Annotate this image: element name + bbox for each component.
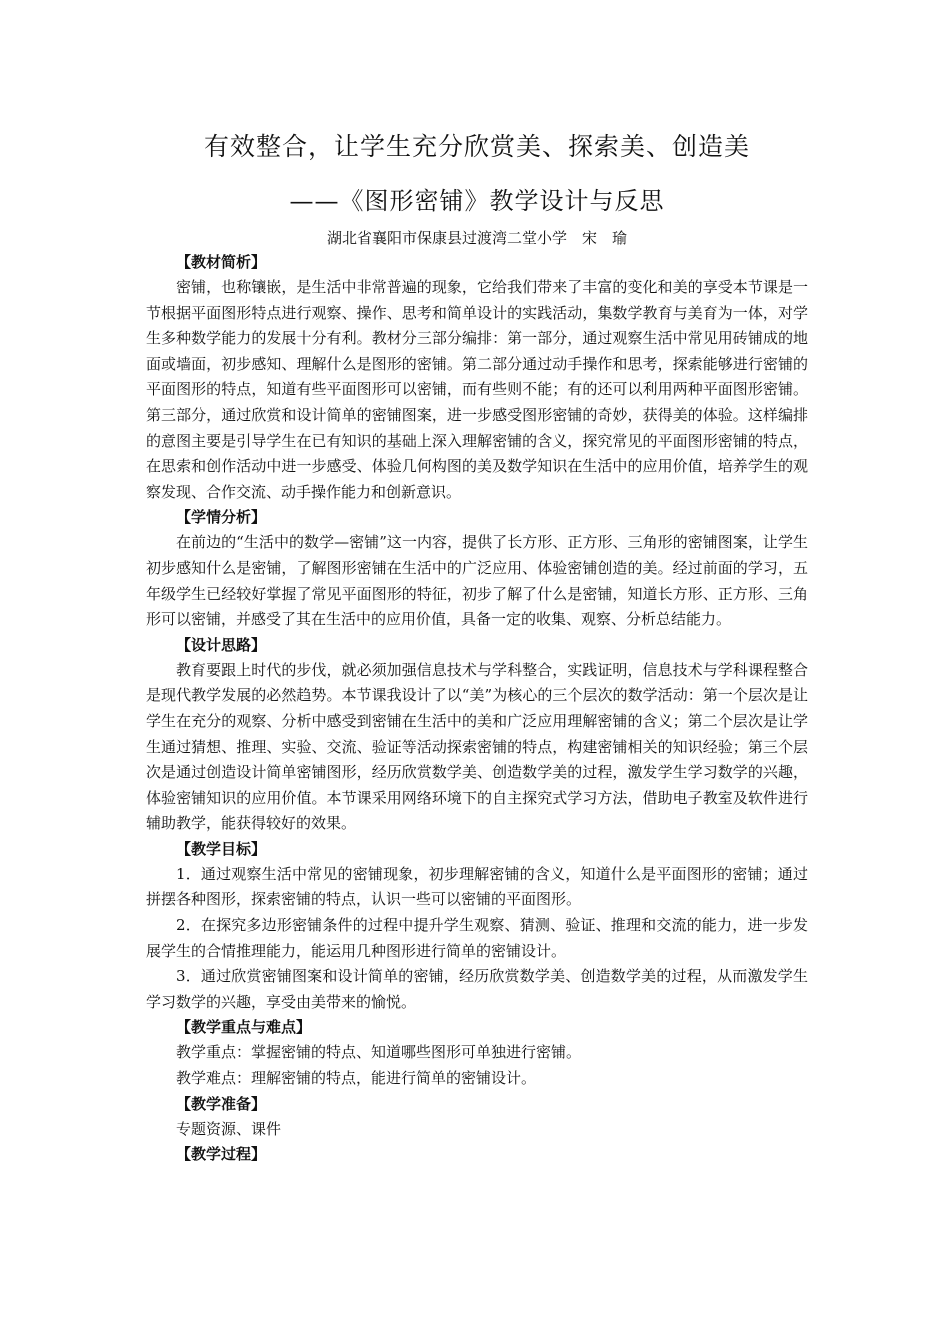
section-heading-students: 【学情分析】 xyxy=(176,508,267,527)
document-title: 有效整合，让学生充分欣赏美、探索美、创造美 xyxy=(203,132,750,161)
goal-item-2: 2．在探究多边形密铺条件的过程中提升学生观察、猜测、验证、推理和交流的能力，进一步发展学生的合情推理能力，能运用几种图形进行简单的密铺设计。 xyxy=(146,916,808,960)
goal-item-1: 1．通过观察生活中常见的密铺现象，初步理解密铺的含义，知道什么是平面图形的密铺；通过拼摆各种图形，探索密铺的特点，认识一些可以密铺的平面图形。 xyxy=(146,864,808,909)
section-heading-design: 【设计思路】 xyxy=(176,635,267,654)
design-paragraph: 教育要跟上时代的步伐，就必须加强信息技术与学科整合，实践证明，信息技术与学科课程整合是现代教学发展的必然趋势。本节课我设计了以“美”为核心的三个层次的数学活动：第一个层次是让学生在充分的观察、分析中感受到密铺在生活中的美和广泛应用理解密铺的含义；第二个层次是让学生通过猜想、推理、实验、交流、验证等活动探索密铺的特点，构建密铺相关的知识经验；第三个层次是通过创造设计简单密铺图形，经历欣赏数学美、创造数学美的过程，激发学生学习数学的兴趣，体验密铺知识的应用价值。本节课采用网络环境下的自主探究式学习方法，借助电子教室及软件进行辅助教学，能获得较好的效果。 xyxy=(146,660,808,833)
author-line: 湖北省襄阳市保康县过渡湾二堂小学 宋 瑜 xyxy=(326,229,627,247)
material-paragraph: 密铺，也称镶嵌，是生活中非常普遍的现象，它给我们带来了丰富的变化和美的享受本节课是一节根据平面图形特点进行观察、操作、思考和简单设计的实践活动，集数学教育与美育为一体，对学生多种数学能力的发展十分有利。教材分三部分编排：第一部分，通过观察生活中常见用砖铺成的地面或墙面，初步感知、理解什么是图形的密铺。第二部分通过动手操作和思考，探索能够进行密铺的平面图形的特点，知道有些平面图形可以密铺，而有些则不能；有的还可以利用两种平面图形密铺。第三部分，通过欣赏和设计简单的密铺图案，进一步感受图形密铺的奇妙，获得美的体验。这样编排的意图主要是引导学生在已有知识的基础上深入理解密铺的含义，探究常见的平面图形密铺的特点，在思索和创作活动中进一步感受、体验几何构图的美及数学知识在生活中的应用价值，培养学生的观察发现、合作交流、动手操作能力和创新意识。 xyxy=(146,278,808,501)
teaching-difficulty: 教学难点：理解密铺的特点，能进行简单的密铺设计。 xyxy=(176,1069,537,1088)
section-heading-goals: 【教学目标】 xyxy=(176,839,267,858)
students-paragraph: 在前边的“生活中的数学—密铺”这一内容，提供了长方形、正方形、三角形的密铺图案，让学生初步感知什么是密铺，了解图形密铺在生活中的广泛应用、体验密铺创造的美。经过前面的学习，五年级学生已经较好掌握了常见平面图形的特征，初步了解了什么是密铺，知道长方形、正方形、三角形可以密铺，并感受了其在生活中的应用价值，具备一定的收集、观察、分析总结能力。 xyxy=(146,533,808,629)
document-subtitle: ——《图形密铺》教学设计与反思 xyxy=(289,187,665,215)
section-heading-process: 【教学过程】 xyxy=(176,1145,267,1164)
document-page xyxy=(146,130,808,1167)
teaching-focus: 教学重点：掌握密铺的特点、知道哪些图形可单独进行密铺。 xyxy=(176,1043,582,1062)
prep-text: 专题资源、课件 xyxy=(176,1119,282,1138)
goal-item-3: 3．通过欣赏密铺图案和设计简单的密铺，经历欣赏数学美、创造数学美的过程，从而激发学生学习数学的兴趣，享受由美带来的愉悦。 xyxy=(146,967,808,1011)
section-heading-prep: 【教学准备】 xyxy=(176,1094,267,1113)
section-heading-key-points: 【教学重点与难点】 xyxy=(176,1018,312,1037)
section-heading-material: 【教材简析】 xyxy=(176,253,267,271)
